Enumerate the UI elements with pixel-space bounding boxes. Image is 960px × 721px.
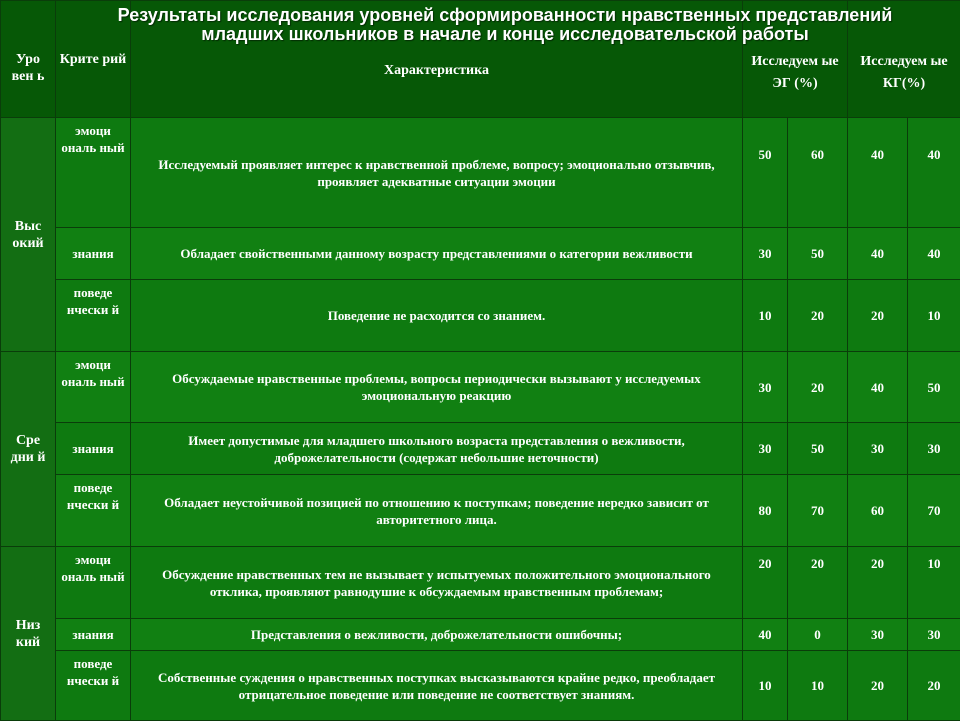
kg-end-value: 20 — [908, 651, 960, 721]
kg-start-value: 20 — [848, 547, 908, 619]
header-eg: Исследуем ые ЭГ (%) — [743, 1, 848, 118]
kg-start-value: 20 — [848, 651, 908, 721]
criterion-cell: поведе нчески й — [56, 280, 131, 352]
kg-end-value: 40 — [908, 228, 960, 280]
kg-start-value: 30 — [848, 619, 908, 651]
eg-start-value: 20 — [743, 547, 788, 619]
eg-start-value: 30 — [743, 228, 788, 280]
criterion-cell: знания — [56, 228, 131, 280]
eg-start-value: 30 — [743, 423, 788, 475]
kg-start-value: 40 — [848, 352, 908, 423]
eg-end-value: 20 — [788, 547, 848, 619]
eg-start-value: 80 — [743, 475, 788, 547]
header-level: Уро вен ь — [1, 1, 56, 118]
eg-start-value: 40 — [743, 619, 788, 651]
eg-end-value: 10 — [788, 651, 848, 721]
level-high: Выс окий — [1, 118, 56, 352]
header-criterion: Крите рий — [56, 1, 131, 118]
characteristic-cell: Обсуждаемые нравственные проблемы, вопросы периодически вызывают у исследуемых эмоциональную реакцию — [131, 352, 743, 423]
slide-title-line2: младших школьников в начале и конце исследовательской работы — [201, 24, 809, 44]
criterion-cell: поведе нчески й — [56, 475, 131, 547]
characteristic-cell: Обсуждение нравственных тем не вызывает у испытуемых положительного эмоционального отклика, проявляют равнодушие к обсуждаемым нравственным проблемам; — [131, 547, 743, 619]
characteristic-cell: Имеет допустимые для младшего школьного возраста представления о вежливости, доброжелательности (содержат небольшие неточности) — [131, 423, 743, 475]
characteristic-cell: Обладает неустойчивой позицией по отношению к поступкам; поведение нередко зависит от авторитетного лица. — [131, 475, 743, 547]
criterion-cell: знания — [56, 619, 131, 651]
eg-end-value: 20 — [788, 280, 848, 352]
kg-end-value: 70 — [908, 475, 960, 547]
eg-start-value: 10 — [743, 651, 788, 721]
eg-end-value: 70 — [788, 475, 848, 547]
header-characteristic: Характеристика — [131, 1, 743, 118]
criterion-cell: эмоци ональ ный — [56, 352, 131, 423]
kg-end-value: 30 — [908, 423, 960, 475]
kg-start-value: 40 — [848, 118, 908, 228]
eg-end-value: 50 — [788, 228, 848, 280]
eg-start-value: 30 — [743, 352, 788, 423]
eg-end-value: 50 — [788, 423, 848, 475]
characteristic-cell: Обладает свойственными данному возрасту представлениями о категории вежливости — [131, 228, 743, 280]
kg-end-value: 10 — [908, 547, 960, 619]
criterion-cell: эмоци ональ ный — [56, 547, 131, 619]
eg-end-value: 60 — [788, 118, 848, 228]
kg-start-value: 60 — [848, 475, 908, 547]
kg-start-value: 20 — [848, 280, 908, 352]
characteristic-cell: Исследуемый проявляет интерес к нравственной проблеме, вопросу; эмоционально отзывчив, проявляет адекватные ситуации эмоции — [131, 118, 743, 228]
slide-title — [0, 6, 960, 44]
kg-start-value: 30 — [848, 423, 908, 475]
characteristic-cell: Поведение не расходится со знанием. — [131, 280, 743, 352]
level-medium: Сре дни й — [1, 352, 56, 547]
kg-end-value: 50 — [908, 352, 960, 423]
kg-end-value: 10 — [908, 280, 960, 352]
slide-title-line1: Результаты исследования уровней сформированности нравственных представлений — [117, 5, 893, 25]
kg-end-value: 30 — [908, 619, 960, 651]
criterion-cell: поведе нчески й — [56, 651, 131, 721]
eg-start-value: 10 — [743, 280, 788, 352]
header-kg: Исследуем ые КГ(%) — [848, 1, 960, 118]
level-low: Низ кий — [1, 547, 56, 721]
criterion-cell: эмоци ональ ный — [56, 118, 131, 228]
characteristic-cell: Собственные суждения о нравственных поступках высказываются крайне редко, преобладает отрицательное поведение или поведение не соответствует знаниям. — [131, 651, 743, 721]
criterion-cell: знания — [56, 423, 131, 475]
kg-end-value: 40 — [908, 118, 960, 228]
kg-start-value: 40 — [848, 228, 908, 280]
eg-start-value: 50 — [743, 118, 788, 228]
eg-end-value: 20 — [788, 352, 848, 423]
characteristic-cell: Представления о вежливости, доброжелательности ошибочны; — [131, 619, 743, 651]
eg-end-value: 0 — [788, 619, 848, 651]
